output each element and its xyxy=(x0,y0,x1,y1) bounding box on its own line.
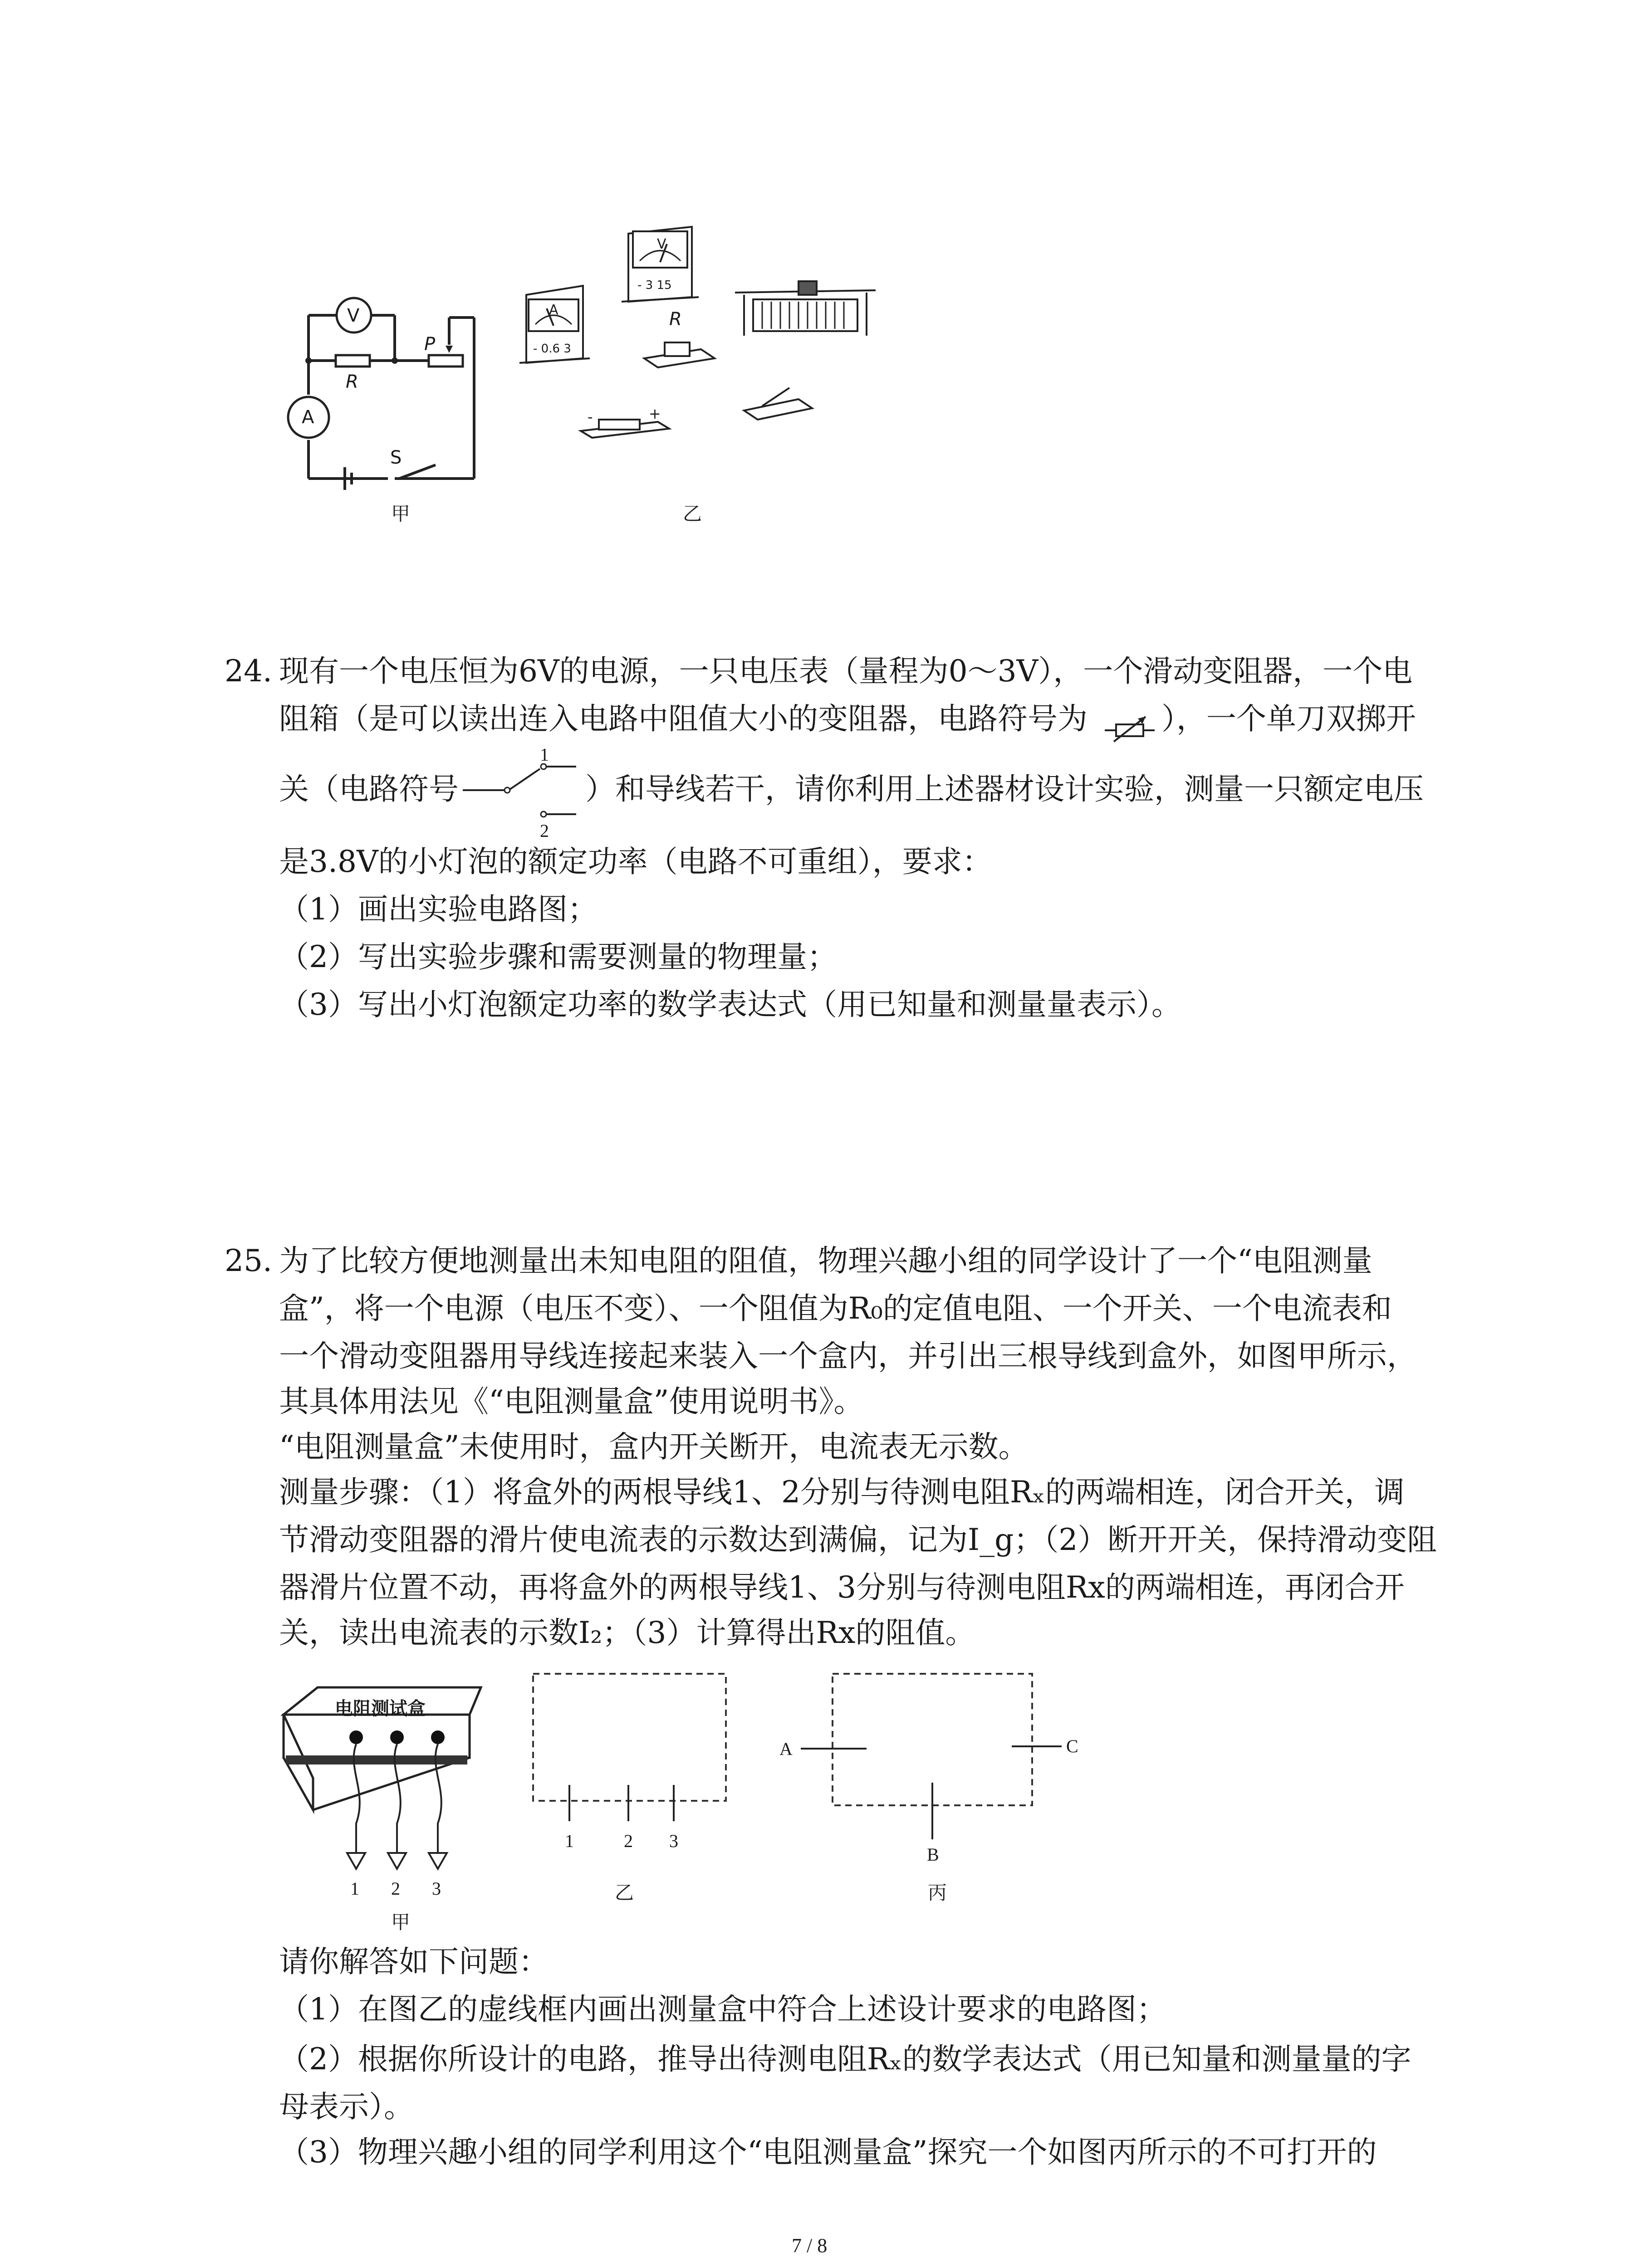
q24-line-2: 阻箱（是可以读出连入电路中阻值大小的变阻器，电路符号为 xyxy=(279,701,1087,736)
resistor-label: R xyxy=(346,371,358,392)
terminal-a: A xyxy=(779,1739,793,1759)
q25-question-2: （2）根据你所设计的电路，推导出待测电阻Rₓ的数学表达式（用已知量和测量量的字 xyxy=(279,2042,1411,2077)
fig-label-yi-q25: 乙 xyxy=(615,1882,634,1904)
voltmeter-symbol: V xyxy=(347,305,360,326)
ammeter-terminal-labels: - 0.6 3 xyxy=(533,342,571,356)
q24-sub-1: （1）画出实验电路图； xyxy=(279,892,598,927)
q24-line-3: 关（电路符号 xyxy=(279,772,459,807)
jia-wire-3: 3 xyxy=(432,1878,441,1899)
equipment-resistor-label: R xyxy=(669,309,682,330)
measuring-box-label: 电阻测试盒 xyxy=(335,1698,426,1719)
q24-sub-2: （2）写出实验步骤和需要测量的物理量； xyxy=(279,939,837,974)
q24-line-3-tail: ）和导线若干，请你利用上述器材设计实验，测量一只额定电压 xyxy=(585,772,1424,807)
q25-line-1: 为了比较方便地测量出未知电阻的阻值，物理兴趣小组的同学设计了一个“电阻测量 xyxy=(279,1243,1372,1278)
question-25-number: 25. xyxy=(225,1243,272,1278)
voltmeter-terminal-labels: - 3 15 xyxy=(637,279,672,292)
switch-label: S xyxy=(390,447,402,468)
battery-plus-label: + xyxy=(649,405,661,422)
yi-wire-3: 3 xyxy=(669,1831,678,1851)
ammeter-symbol: A xyxy=(302,407,314,428)
q25-line-2: 盒”，将一个电源（电压不变）、一个阻值为R₀的定值电阻、一个开关、一个电流表和 xyxy=(279,1291,1392,1326)
q24-line-1: 现有一个电压恒为6V的电源，一只电压表（量程为0～3V），一个滑动变阻器，一个电 xyxy=(279,654,1413,689)
jia-wire-1: 1 xyxy=(350,1878,359,1899)
jia-wire-2: 2 xyxy=(391,1878,400,1899)
spdt-pin-2: 2 xyxy=(540,821,549,841)
battery-minus-label: - xyxy=(588,408,593,425)
q25-line-9: 关，读出电流表的示数I₂；（3）计算得出Rx的阻值。 xyxy=(279,1615,975,1650)
fig-label-jia: 甲 xyxy=(391,503,411,525)
q25-question-1: （1）在图乙的虚线框内画出测量盒中符合上述设计要求的电路图； xyxy=(279,1992,1166,2027)
spdt-pin-1: 1 xyxy=(540,744,549,765)
question-24-number: 24. xyxy=(225,654,272,689)
q25-question-3: （3）物理兴趣小组的同学利用这个“电阻测量盒”探究一个如图丙所示的不可打开的 xyxy=(279,2135,1377,2170)
slider-label: P xyxy=(424,334,436,355)
q25-line-8: 器滑片位置不动，再将盒外的两根导线1、3分别与待测电阻Rx的两端相连，再闭合开 xyxy=(279,1570,1405,1605)
q24-line-4: 是3.8V的小灯泡的额定功率（电路不可重组），要求： xyxy=(279,844,992,879)
fig-label-jia-q25: 甲 xyxy=(391,1911,411,1933)
terminal-b: B xyxy=(927,1844,939,1865)
ammeter-face-label: A xyxy=(549,302,558,318)
q25-line-4: 其具体用法见《“电阻测量盒”使用说明书》。 xyxy=(279,1384,864,1419)
q25-line-5: “电阻测量盒”未使用时，盒内开关断开，电流表无示数。 xyxy=(279,1429,1029,1464)
q25-line-3: 一个滑动变阻器用导线连接起来装入一个盒内，并引出三根导线到盒外，如图甲所示， xyxy=(279,1339,1417,1374)
q24-line-2-tail: ），一个单刀双掷开 xyxy=(1161,701,1416,736)
terminal-c: C xyxy=(1066,1736,1078,1756)
q25-question-intro: 请你解答如下问题： xyxy=(279,1944,549,1979)
page-number: 7 / 8 xyxy=(792,2234,828,2257)
fig-label-yi: 乙 xyxy=(683,503,702,525)
q25-question-2-cont: 母表示）。 xyxy=(279,2089,414,2124)
q25-line-6: 测量步骤：（1）将盒外的两根导线1、2分别与待测电阻Rₓ的两端相连，闭合开关，调 xyxy=(279,1475,1405,1510)
q25-line-7: 节滑动变阻器的滑片使电流表的示数达到满偏，记为I_g；（2）断开开关，保持滑动变阻 xyxy=(279,1522,1437,1557)
voltmeter-face-label: V xyxy=(657,236,666,252)
q24-sub-3: （3）写出小灯泡额定功率的数学表达式（用已知量和测量量表示）。 xyxy=(279,987,1181,1022)
fig-label-bing: 丙 xyxy=(928,1882,947,1904)
yi-wire-1: 1 xyxy=(565,1831,574,1851)
yi-wire-2: 2 xyxy=(624,1831,633,1851)
